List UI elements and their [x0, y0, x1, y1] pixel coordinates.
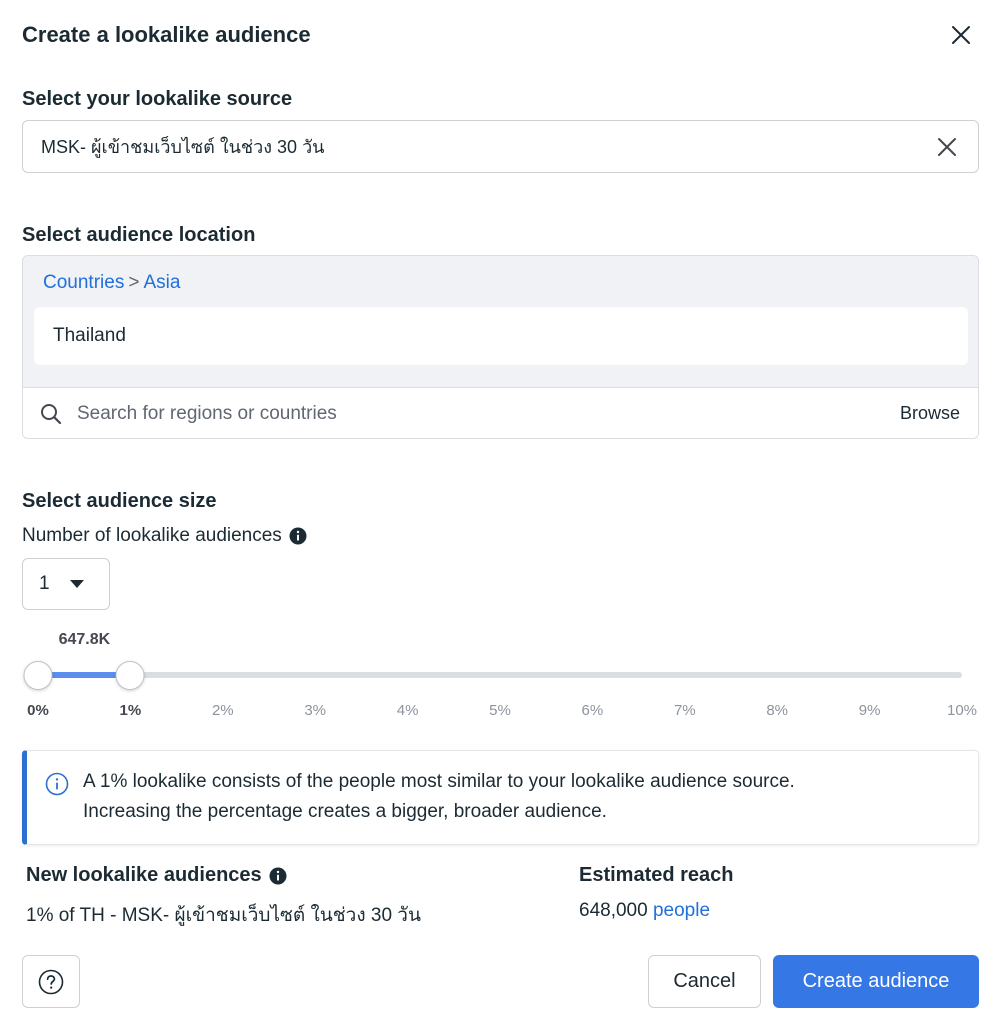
- location-search-input[interactable]: [77, 403, 900, 425]
- source-section-label: Select your lookalike source: [22, 88, 293, 110]
- new-audiences-text: New lookalike audiences: [26, 864, 262, 886]
- close-icon: [937, 137, 957, 157]
- estimated-reach-label: Estimated reach: [579, 864, 734, 886]
- slider-tick-label: 1%: [119, 702, 142, 719]
- close-icon: [951, 25, 971, 45]
- size-section-label: Select audience size: [22, 490, 217, 512]
- notice-text: [83, 767, 795, 844]
- new-audiences-value: 1% of TH - MSK- ผู้เข้าชมเว็บไซต์ ในช่วง 30 วัน: [26, 905, 421, 926]
- location-box: [22, 255, 979, 439]
- notice-line-1: A 1% lookalike consists of the people most similar to your lookalike audience source.: [83, 771, 795, 792]
- close-button[interactable]: [944, 18, 978, 52]
- caret-down-icon: [70, 580, 84, 588]
- cancel-button[interactable]: Cancel: [648, 955, 761, 1008]
- info-icon[interactable]: [269, 867, 287, 885]
- breadcrumb: [43, 272, 180, 294]
- search-icon: [39, 402, 63, 426]
- location-selected-area: [23, 256, 978, 387]
- help-icon: [38, 969, 64, 995]
- slider-tick-label: 6%: [581, 702, 604, 719]
- slider-tick-label: 2%: [211, 702, 234, 719]
- dialog-title: Create a lookalike audience: [22, 22, 311, 47]
- slider-tick-label: 4%: [396, 702, 419, 719]
- slider-thumb-end[interactable]: [116, 661, 145, 690]
- audience-size-slider[interactable]: [0, 620, 996, 730]
- slider-tick-label: 7%: [673, 702, 696, 719]
- reach-number: 648,000: [579, 900, 648, 921]
- info-notice: [22, 750, 979, 845]
- breadcrumb-separator: >: [128, 272, 140, 293]
- source-value: MSK- ผู้เข้าชมเว็บไซต์ ในช่วง 30 วัน: [41, 137, 325, 157]
- people-link[interactable]: people: [652, 900, 711, 921]
- info-icon[interactable]: [289, 527, 307, 545]
- source-field[interactable]: [22, 120, 979, 173]
- slider-tick-label: 9%: [858, 702, 881, 719]
- slider-tick-label: 10%: [946, 702, 978, 719]
- estimated-reach-value: [579, 900, 710, 922]
- breadcrumb-countries[interactable]: Countries: [43, 272, 125, 293]
- slider-tick-label: 3%: [304, 702, 327, 719]
- slider-tick-label: 0%: [27, 702, 49, 719]
- notice-line-2: Increasing the percentage creates a bigger, broader audience.: [83, 801, 607, 822]
- browse-button[interactable]: Browse: [899, 403, 960, 423]
- audience-count-value: 1: [39, 573, 50, 594]
- help-button[interactable]: [22, 955, 80, 1008]
- new-audiences-label: [26, 864, 287, 887]
- audience-count-label: [22, 525, 307, 547]
- create-audience-button[interactable]: Create audience: [773, 955, 979, 1008]
- breadcrumb-asia[interactable]: Asia: [143, 272, 181, 293]
- audience-count-text: Number of lookalike audiences: [22, 525, 282, 546]
- location-section-label: Select audience location: [22, 224, 256, 246]
- info-outline-icon: [45, 772, 69, 796]
- slider-track[interactable]: [38, 672, 962, 678]
- location-search-bar: [23, 387, 978, 439]
- slider-tick-label: 5%: [489, 702, 511, 719]
- slider-thumb-start[interactable]: [24, 661, 53, 690]
- audience-count-dropdown[interactable]: [22, 558, 110, 610]
- slider-value-label: 647.8K: [58, 631, 111, 648]
- clear-source-button[interactable]: [934, 134, 960, 160]
- slider-tick-label: 8%: [766, 702, 789, 719]
- selected-location[interactable]: Thailand: [34, 307, 968, 365]
